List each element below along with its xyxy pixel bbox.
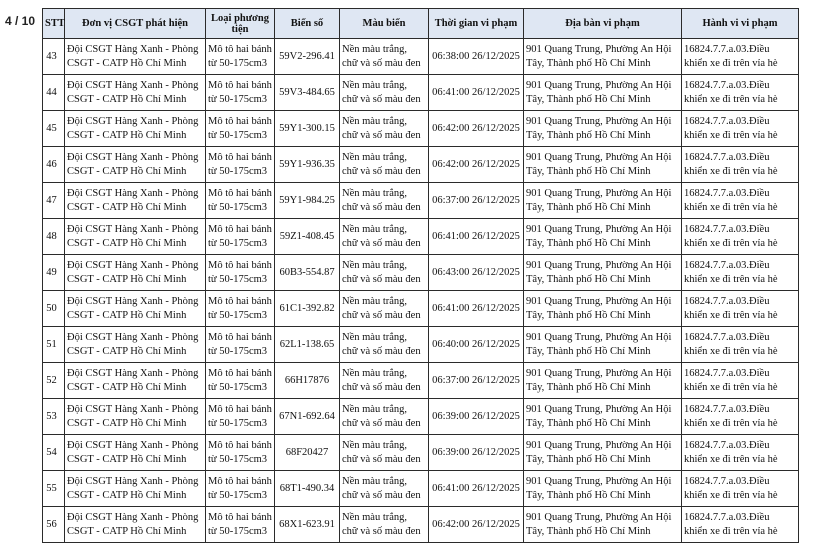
cell-stt: 52 [43, 363, 65, 399]
cell-plate-color-line: Nền màu trắng, [342, 511, 408, 523]
cell-violation [682, 435, 799, 471]
cell-vehicle-type-line: từ 50-175cm3 [208, 129, 268, 141]
table-row [43, 147, 799, 183]
cell-vehicle-type-line: từ 50-175cm3 [208, 453, 268, 465]
cell-unit-line: CSGT - CATP Hồ Chí Minh [67, 381, 187, 393]
cell-unit [65, 291, 206, 327]
cell-unit-line: Đội CSGT Hàng Xanh - Phòng [67, 259, 199, 271]
cell-unit-line: Đội CSGT Hàng Xanh - Phòng [67, 223, 199, 235]
cell-unit [65, 255, 206, 291]
cell-unit [65, 471, 206, 507]
cell-stt: 43 [43, 39, 65, 75]
cell-stt: 50 [43, 291, 65, 327]
cell-plate-color-line: chữ và số màu đen [342, 237, 421, 249]
cell-violation-line: 16824.7.7.a.03.Điều [684, 43, 770, 55]
cell-vehicle-type-line: Mô tô hai bánh [208, 151, 272, 163]
cell-location [524, 39, 682, 75]
cell-violation-line: khiển xe đi trên vỉa hè [684, 381, 778, 393]
cell-plate-color-line: Nền màu trắng, [342, 79, 408, 91]
cell-vehicle-type-line: Mô tô hai bánh [208, 295, 272, 307]
cell-violation-line: 16824.7.7.a.03.Điều [684, 259, 770, 271]
cell-vehicle-type-line: Mô tô hai bánh [208, 187, 272, 199]
table-body [43, 39, 799, 543]
cell-plate: 59Z1-408.45 [275, 219, 340, 255]
cell-plate-color-line: Nền màu trắng, [342, 331, 408, 343]
cell-location-line: Tây, Thành phố Hồ Chí Minh [526, 489, 651, 501]
cell-plate-color [340, 399, 429, 435]
cell-violation [682, 219, 799, 255]
cell-vehicle-type-line: từ 50-175cm3 [208, 201, 268, 213]
cell-plate: 61C1-392.82 [275, 291, 340, 327]
cell-vehicle-type-line: Mô tô hai bánh [208, 367, 272, 379]
cell-unit-line: Đội CSGT Hàng Xanh - Phòng [67, 331, 199, 343]
cell-plate-color-line: Nền màu trắng, [342, 295, 408, 307]
cell-plate-color [340, 291, 429, 327]
cell-plate-color-line: chữ và số màu đen [342, 93, 421, 105]
table-row [43, 291, 799, 327]
cell-vehicle-type-line: từ 50-175cm3 [208, 417, 268, 429]
table-row [43, 75, 799, 111]
cell-unit-line: Đội CSGT Hàng Xanh - Phòng [67, 475, 199, 487]
cell-vehicle-type-line: từ 50-175cm3 [208, 381, 268, 393]
cell-violation-line: 16824.7.7.a.03.Điều [684, 367, 770, 379]
table-header [43, 9, 799, 39]
table-row [43, 219, 799, 255]
cell-vehicle-type-line: Mô tô hai bánh [208, 331, 272, 343]
cell-location-line: Tây, Thành phố Hồ Chí Minh [526, 525, 651, 537]
cell-plate-color-line: chữ và số màu đen [342, 345, 421, 357]
cell-time: 06:40:00 26/12/2025 [429, 327, 524, 363]
cell-plate-color-line: chữ và số màu đen [342, 57, 421, 69]
header-plate-color: Màu biển [340, 9, 429, 39]
cell-plate-color-line: chữ và số màu đen [342, 381, 421, 393]
cell-vehicle-type-line: Mô tô hai bánh [208, 259, 272, 271]
cell-location [524, 291, 682, 327]
cell-location-line: 901 Quang Trung, Phường An Hội [526, 295, 672, 307]
header-time: Thời gian vi phạm [429, 9, 524, 39]
cell-vehicle-type-line: Mô tô hai bánh [208, 475, 272, 487]
cell-violation-line: 16824.7.7.a.03.Điều [684, 475, 770, 487]
cell-unit-line: CSGT - CATP Hồ Chí Minh [67, 165, 187, 177]
cell-unit-line: Đội CSGT Hàng Xanh - Phòng [67, 43, 199, 55]
cell-violation-line: 16824.7.7.a.03.Điều [684, 187, 770, 199]
cell-unit-line: CSGT - CATP Hồ Chí Minh [67, 417, 187, 429]
table-row [43, 39, 799, 75]
cell-vehicle-type [206, 183, 275, 219]
header-unit: Đơn vị CSGT phát hiện [65, 9, 206, 39]
cell-location [524, 183, 682, 219]
cell-plate-color [340, 507, 429, 543]
cell-location [524, 471, 682, 507]
cell-location-line: Tây, Thành phố Hồ Chí Minh [526, 345, 651, 357]
cell-plate-color [340, 183, 429, 219]
cell-location-line: 901 Quang Trung, Phường An Hội [526, 43, 672, 55]
cell-vehicle-type-line: từ 50-175cm3 [208, 273, 268, 285]
cell-unit [65, 327, 206, 363]
cell-unit-line: CSGT - CATP Hồ Chí Minh [67, 57, 187, 69]
cell-time: 06:43:00 26/12/2025 [429, 255, 524, 291]
cell-plate-color [340, 255, 429, 291]
cell-unit-line: Đội CSGT Hàng Xanh - Phòng [67, 403, 199, 415]
cell-time: 06:42:00 26/12/2025 [429, 147, 524, 183]
cell-vehicle-type [206, 507, 275, 543]
cell-violation-line: khiển xe đi trên vỉa hè [684, 93, 778, 105]
cell-violation-line: khiển xe đi trên vỉa hè [684, 417, 778, 429]
cell-violation-line: 16824.7.7.a.03.Điều [684, 295, 770, 307]
header-location: Địa bàn vi phạm [524, 9, 682, 39]
cell-violation-line: 16824.7.7.a.03.Điều [684, 115, 770, 127]
cell-location [524, 363, 682, 399]
cell-plate-color [340, 111, 429, 147]
header-plate: Biển số [275, 9, 340, 39]
cell-vehicle-type [206, 39, 275, 75]
cell-violation-line: 16824.7.7.a.03.Điều [684, 403, 770, 415]
cell-vehicle-type-line: từ 50-175cm3 [208, 525, 268, 537]
cell-location [524, 147, 682, 183]
cell-unit-line: CSGT - CATP Hồ Chí Minh [67, 93, 187, 105]
cell-unit-line: Đội CSGT Hàng Xanh - Phòng [67, 367, 199, 379]
cell-violation-line: 16824.7.7.a.03.Điều [684, 331, 770, 343]
violation-table-sheet [42, 8, 798, 543]
cell-plate-color-line: chữ và số màu đen [342, 309, 421, 321]
cell-location-line: Tây, Thành phố Hồ Chí Minh [526, 309, 651, 321]
cell-violation [682, 327, 799, 363]
cell-violation-line: khiển xe đi trên vỉa hè [684, 525, 778, 537]
cell-stt: 48 [43, 219, 65, 255]
cell-unit [65, 75, 206, 111]
cell-violation-line: khiển xe đi trên vỉa hè [684, 201, 778, 213]
cell-violation [682, 363, 799, 399]
cell-vehicle-type [206, 75, 275, 111]
cell-stt: 47 [43, 183, 65, 219]
header-stt: STT [43, 9, 65, 39]
cell-location [524, 75, 682, 111]
cell-plate-color-line: chữ và số màu đen [342, 525, 421, 537]
cell-plate-color-line: Nền màu trắng, [342, 403, 408, 415]
cell-location-line: Tây, Thành phố Hồ Chí Minh [526, 93, 651, 105]
cell-location-line: Tây, Thành phố Hồ Chí Minh [526, 273, 651, 285]
cell-stt: 56 [43, 507, 65, 543]
cell-plate-color-line: chữ và số màu đen [342, 165, 421, 177]
cell-location-line: Tây, Thành phố Hồ Chí Minh [526, 129, 651, 141]
cell-stt: 46 [43, 147, 65, 183]
table-row [43, 507, 799, 543]
cell-vehicle-type-line: Mô tô hai bánh [208, 403, 272, 415]
cell-location [524, 219, 682, 255]
cell-time: 06:42:00 26/12/2025 [429, 111, 524, 147]
cell-violation [682, 111, 799, 147]
cell-location-line: 901 Quang Trung, Phường An Hội [526, 259, 672, 271]
cell-unit [65, 39, 206, 75]
cell-plate-color-line: chữ và số màu đen [342, 129, 421, 141]
cell-location-line: 901 Quang Trung, Phường An Hội [526, 151, 672, 163]
cell-violation-line: 16824.7.7.a.03.Điều [684, 439, 770, 451]
cell-vehicle-type-line: Mô tô hai bánh [208, 223, 272, 235]
cell-unit-line: Đội CSGT Hàng Xanh - Phòng [67, 295, 199, 307]
cell-location-line: Tây, Thành phố Hồ Chí Minh [526, 165, 651, 177]
cell-time: 06:38:00 26/12/2025 [429, 39, 524, 75]
cell-plate: 67N1-692.64 [275, 399, 340, 435]
cell-unit-line: CSGT - CATP Hồ Chí Minh [67, 273, 187, 285]
cell-violation-line: khiển xe đi trên vỉa hè [684, 165, 778, 177]
cell-violation-line: khiển xe đi trên vỉa hè [684, 237, 778, 249]
cell-violation-line: khiển xe đi trên vỉa hè [684, 489, 778, 501]
cell-vehicle-type [206, 327, 275, 363]
table-row [43, 435, 799, 471]
cell-plate-color-line: Nền màu trắng, [342, 115, 408, 127]
cell-plate-color [340, 327, 429, 363]
table-row [43, 327, 799, 363]
cell-violation [682, 75, 799, 111]
cell-unit [65, 111, 206, 147]
header-vehicle-type: Loại phương tiện [206, 9, 275, 39]
cell-violation-line: khiển xe đi trên vỉa hè [684, 345, 778, 357]
cell-unit-line: CSGT - CATP Hồ Chí Minh [67, 453, 187, 465]
cell-unit-line: Đội CSGT Hàng Xanh - Phòng [67, 79, 199, 91]
cell-time: 06:41:00 26/12/2025 [429, 291, 524, 327]
cell-stt: 53 [43, 399, 65, 435]
cell-unit-line: CSGT - CATP Hồ Chí Minh [67, 489, 187, 501]
cell-vehicle-type-line: từ 50-175cm3 [208, 309, 268, 321]
cell-stt: 51 [43, 327, 65, 363]
cell-location-line: 901 Quang Trung, Phường An Hội [526, 475, 672, 487]
cell-vehicle-type-line: từ 50-175cm3 [208, 165, 268, 177]
cell-vehicle-type-line: Mô tô hai bánh [208, 43, 272, 55]
cell-vehicle-type [206, 435, 275, 471]
cell-time: 06:41:00 26/12/2025 [429, 471, 524, 507]
cell-vehicle-type-line: từ 50-175cm3 [208, 57, 268, 69]
cell-location-line: Tây, Thành phố Hồ Chí Minh [526, 201, 651, 213]
cell-unit [65, 399, 206, 435]
cell-vehicle-type [206, 363, 275, 399]
cell-plate: 59Y1-300.15 [275, 111, 340, 147]
cell-unit-line: CSGT - CATP Hồ Chí Minh [67, 201, 187, 213]
cell-violation-line: khiển xe đi trên vỉa hè [684, 309, 778, 321]
cell-plate-color [340, 471, 429, 507]
cell-plate: 68F20427 [275, 435, 340, 471]
cell-violation [682, 147, 799, 183]
cell-location [524, 111, 682, 147]
cell-plate: 59Y1-984.25 [275, 183, 340, 219]
cell-vehicle-type-line: Mô tô hai bánh [208, 511, 272, 523]
cell-plate: 68X1-623.91 [275, 507, 340, 543]
cell-vehicle-type [206, 291, 275, 327]
cell-location-line: 901 Quang Trung, Phường An Hội [526, 223, 672, 235]
cell-unit [65, 147, 206, 183]
cell-location-line: 901 Quang Trung, Phường An Hội [526, 331, 672, 343]
table-row [43, 111, 799, 147]
cell-location-line: Tây, Thành phố Hồ Chí Minh [526, 237, 651, 249]
cell-time: 06:39:00 26/12/2025 [429, 435, 524, 471]
cell-vehicle-type [206, 111, 275, 147]
cell-vehicle-type-line: từ 50-175cm3 [208, 237, 268, 249]
cell-unit-line: Đội CSGT Hàng Xanh - Phòng [67, 511, 199, 523]
cell-plate: 59Y1-936.35 [275, 147, 340, 183]
cell-unit-line: CSGT - CATP Hồ Chí Minh [67, 345, 187, 357]
cell-stt: 45 [43, 111, 65, 147]
header-violation: Hành vi vi phạm [682, 9, 799, 39]
cell-plate-color [340, 363, 429, 399]
table-row [43, 363, 799, 399]
cell-time: 06:41:00 26/12/2025 [429, 75, 524, 111]
cell-violation-line: khiển xe đi trên vỉa hè [684, 273, 778, 285]
cell-plate-color-line: chữ và số màu đen [342, 417, 421, 429]
cell-violation-line: 16824.7.7.a.03.Điều [684, 151, 770, 163]
cell-location-line: 901 Quang Trung, Phường An Hội [526, 403, 672, 415]
cell-vehicle-type [206, 399, 275, 435]
cell-plate-color [340, 75, 429, 111]
table-row [43, 255, 799, 291]
cell-plate-color-line: chữ và số màu đen [342, 273, 421, 285]
cell-plate-color [340, 39, 429, 75]
cell-location-line: 901 Quang Trung, Phường An Hội [526, 187, 672, 199]
cell-plate-color-line: Nền màu trắng, [342, 475, 408, 487]
cell-plate-color [340, 219, 429, 255]
header-row [43, 9, 799, 39]
cell-plate-color-line: Nền màu trắng, [342, 223, 408, 235]
cell-plate-color-line: chữ và số màu đen [342, 453, 421, 465]
cell-violation [682, 183, 799, 219]
cell-unit [65, 363, 206, 399]
cell-location-line: Tây, Thành phố Hồ Chí Minh [526, 417, 651, 429]
cell-violation-line: khiển xe đi trên vỉa hè [684, 57, 778, 69]
cell-unit-line: Đội CSGT Hàng Xanh - Phòng [67, 439, 199, 451]
cell-time: 06:39:00 26/12/2025 [429, 399, 524, 435]
cell-vehicle-type [206, 147, 275, 183]
cell-plate: 59V3-484.65 [275, 75, 340, 111]
cell-violation [682, 471, 799, 507]
page-counter: 4 / 10 [4, 14, 36, 28]
cell-location [524, 435, 682, 471]
cell-location [524, 255, 682, 291]
cell-vehicle-type-line: Mô tô hai bánh [208, 115, 272, 127]
cell-unit-line: CSGT - CATP Hồ Chí Minh [67, 525, 187, 537]
cell-plate-color [340, 435, 429, 471]
cell-unit [65, 435, 206, 471]
cell-unit-line: Đội CSGT Hàng Xanh - Phòng [67, 151, 199, 163]
cell-plate-color-line: Nền màu trắng, [342, 439, 408, 451]
cell-violation-line: 16824.7.7.a.03.Điều [684, 79, 770, 91]
cell-unit-line: Đội CSGT Hàng Xanh - Phòng [67, 187, 199, 199]
cell-location-line: 901 Quang Trung, Phường An Hội [526, 367, 672, 379]
cell-violation [682, 39, 799, 75]
violation-table [42, 8, 799, 543]
cell-time: 06:41:00 26/12/2025 [429, 219, 524, 255]
cell-unit [65, 507, 206, 543]
cell-plate-color-line: Nền màu trắng, [342, 259, 408, 271]
cell-location-line: Tây, Thành phố Hồ Chí Minh [526, 453, 651, 465]
cell-location-line: 901 Quang Trung, Phường An Hội [526, 511, 672, 523]
table-row [43, 471, 799, 507]
cell-unit-line: CSGT - CATP Hồ Chí Minh [67, 129, 187, 141]
cell-stt: 49 [43, 255, 65, 291]
cell-stt: 44 [43, 75, 65, 111]
cell-plate-color-line: Nền màu trắng, [342, 367, 408, 379]
cell-location-line: Tây, Thành phố Hồ Chí Minh [526, 57, 651, 69]
cell-location-line: Tây, Thành phố Hồ Chí Minh [526, 381, 651, 393]
cell-unit-line: Đội CSGT Hàng Xanh - Phòng [67, 115, 199, 127]
cell-vehicle-type [206, 255, 275, 291]
cell-violation-line: khiển xe đi trên vỉa hè [684, 453, 778, 465]
cell-plate: 60B3-554.87 [275, 255, 340, 291]
cell-violation [682, 291, 799, 327]
cell-time: 06:42:00 26/12/2025 [429, 507, 524, 543]
cell-plate: 62L1-138.65 [275, 327, 340, 363]
cell-location-line: 901 Quang Trung, Phường An Hội [526, 79, 672, 91]
cell-time: 06:37:00 26/12/2025 [429, 183, 524, 219]
cell-vehicle-type-line: từ 50-175cm3 [208, 93, 268, 105]
table-row [43, 183, 799, 219]
cell-plate-color [340, 147, 429, 183]
cell-violation-line: khiển xe đi trên vỉa hè [684, 129, 778, 141]
cell-vehicle-type [206, 471, 275, 507]
cell-vehicle-type-line: từ 50-175cm3 [208, 345, 268, 357]
cell-violation-line: 16824.7.7.a.03.Điều [684, 223, 770, 235]
cell-unit-line: CSGT - CATP Hồ Chí Minh [67, 237, 187, 249]
cell-plate-color-line: chữ và số màu đen [342, 201, 421, 213]
cell-vehicle-type-line: Mô tô hai bánh [208, 439, 272, 451]
cell-plate-color-line: chữ và số màu đen [342, 489, 421, 501]
cell-vehicle-type [206, 219, 275, 255]
cell-plate: 68T1-490.34 [275, 471, 340, 507]
cell-plate-color-line: Nền màu trắng, [342, 187, 408, 199]
cell-violation-line: 16824.7.7.a.03.Điều [684, 511, 770, 523]
cell-plate: 59V2-296.41 [275, 39, 340, 75]
cell-time: 06:37:00 26/12/2025 [429, 363, 524, 399]
cell-unit [65, 183, 206, 219]
cell-location [524, 507, 682, 543]
cell-location [524, 399, 682, 435]
cell-unit-line: CSGT - CATP Hồ Chí Minh [67, 309, 187, 321]
cell-stt: 54 [43, 435, 65, 471]
cell-plate-color-line: Nền màu trắng, [342, 43, 408, 55]
cell-violation [682, 399, 799, 435]
cell-unit [65, 219, 206, 255]
cell-plate: 66H17876 [275, 363, 340, 399]
cell-stt: 55 [43, 471, 65, 507]
table-row [43, 399, 799, 435]
cell-location-line: 901 Quang Trung, Phường An Hội [526, 439, 672, 451]
cell-vehicle-type-line: từ 50-175cm3 [208, 489, 268, 501]
cell-violation [682, 255, 799, 291]
cell-location [524, 327, 682, 363]
cell-violation [682, 507, 799, 543]
cell-location-line: 901 Quang Trung, Phường An Hội [526, 115, 672, 127]
cell-vehicle-type-line: Mô tô hai bánh [208, 79, 272, 91]
cell-plate-color-line: Nền màu trắng, [342, 151, 408, 163]
